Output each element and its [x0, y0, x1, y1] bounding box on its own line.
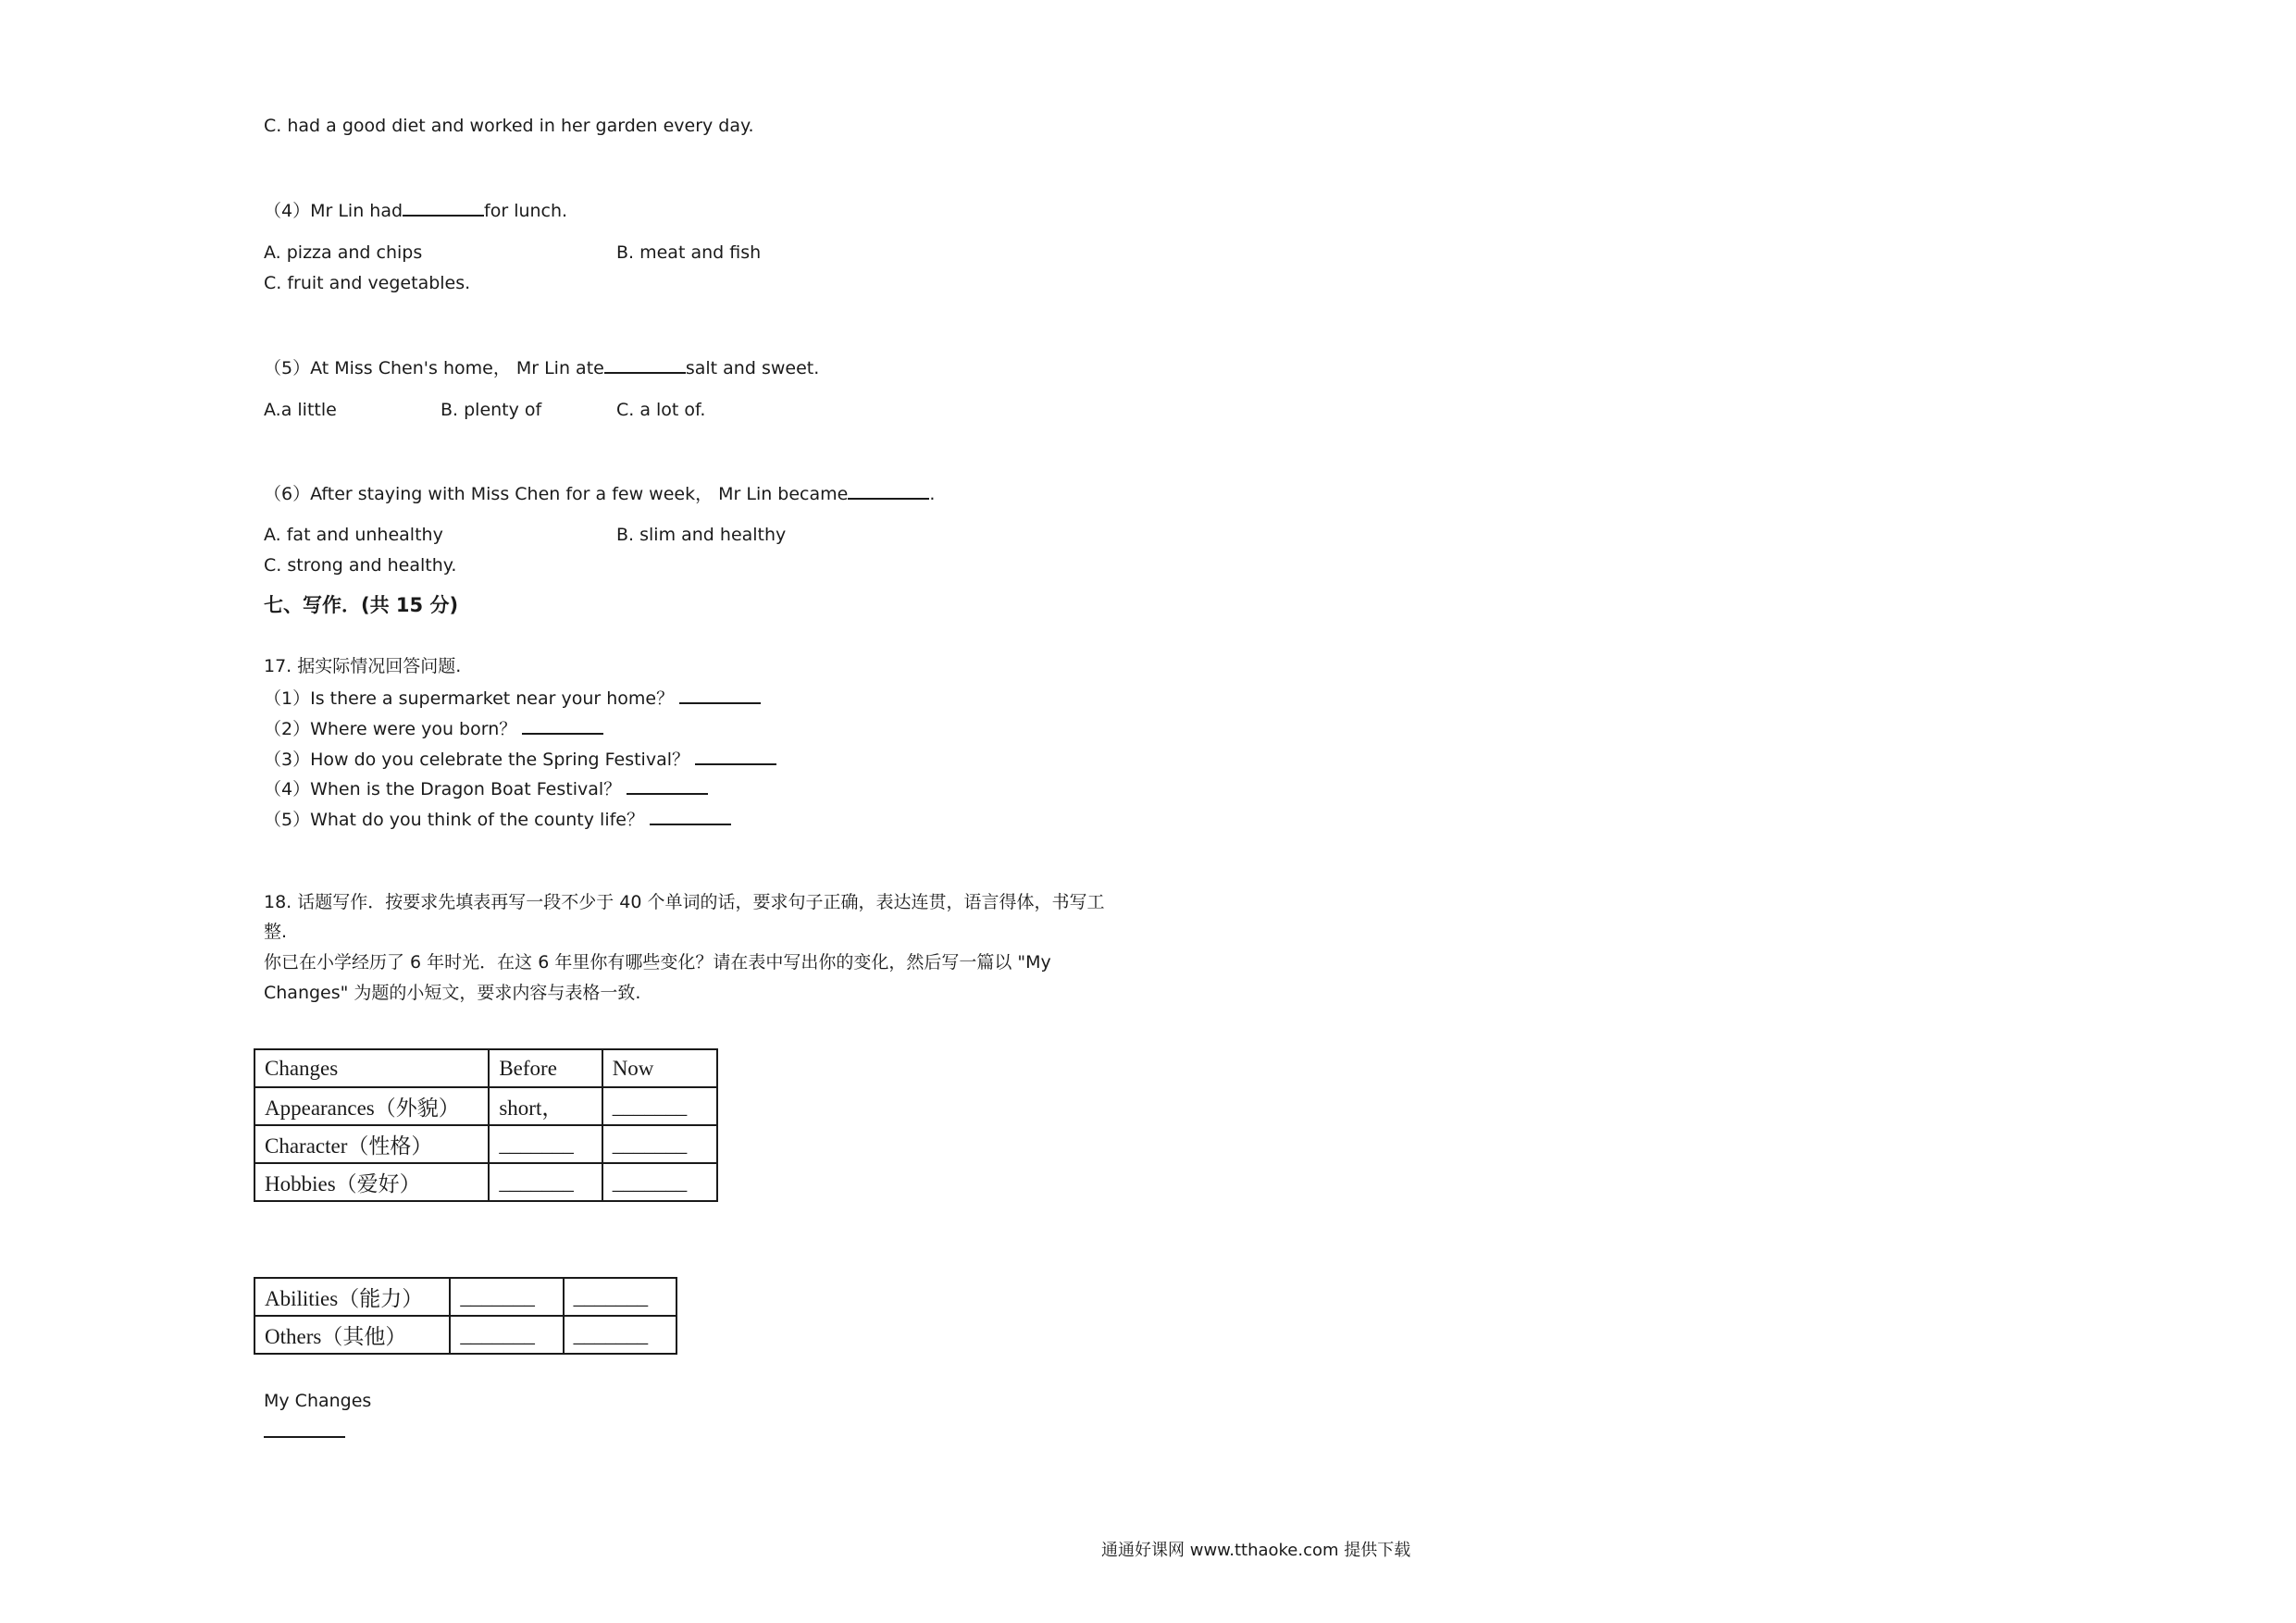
table-row	[254, 1278, 676, 1316]
q6-option-c: C. strong and healthy.	[264, 555, 457, 576]
row-label-appearances: Appearances（外貌）	[254, 1087, 489, 1125]
essay-answer-area[interactable]	[264, 1419, 345, 1443]
q17-item-1	[264, 686, 761, 710]
cell-abilities-now[interactable]: _______	[564, 1278, 676, 1316]
q17-item-1-text: （1）Is there a supermarket near your home？	[264, 688, 675, 709]
cell-others-before[interactable]: _______	[450, 1316, 563, 1354]
cell-appearances-before[interactable]: short，	[489, 1087, 602, 1125]
q17-item-1-blank[interactable]	[679, 686, 761, 704]
q4-answer-blank[interactable]	[403, 198, 484, 217]
cell-hobbies-before[interactable]: _______	[489, 1163, 602, 1201]
q17-item-2-blank[interactable]	[522, 716, 603, 735]
q18-instruction-line-4: Changes" 为题的小短文，要求内容与表格一致.	[264, 983, 641, 1003]
table-row	[254, 1163, 717, 1201]
table-row	[254, 1087, 717, 1125]
cell-hobbies-now[interactable]: _______	[602, 1163, 717, 1201]
q6-suffix: .	[929, 484, 936, 504]
q6-answer-blank[interactable]	[848, 481, 929, 500]
q17-item-4-blank[interactable]	[627, 776, 708, 795]
q6-option-b: B. slim and healthy	[616, 525, 787, 545]
q17-item-3-text: （3）How do you celebrate the Spring Festival？	[264, 750, 689, 770]
q17-item-5-blank[interactable]	[650, 807, 731, 825]
q6-option-a: A. fat and unhealthy	[264, 525, 443, 545]
row-label-abilities: Abilities（能力）	[254, 1278, 450, 1316]
q17-item-4-text: （4）When is the Dragon Boat Festival？	[264, 779, 622, 799]
table-header-row	[254, 1049, 717, 1087]
q17-item-4	[264, 776, 708, 800]
q4-prefix: （4）Mr Lin had	[264, 201, 403, 221]
q5-option-a: A.a little	[264, 400, 337, 420]
q17-item-3-blank[interactable]	[695, 747, 776, 765]
q4-suffix: for lunch.	[484, 201, 568, 221]
q3-option-c: C. had a good diet and worked in her garden every day.	[264, 116, 754, 136]
changes-table-continued	[254, 1277, 677, 1355]
q6-question	[264, 481, 935, 505]
q17-item-5	[264, 807, 731, 831]
essay-answer-blank[interactable]	[264, 1419, 345, 1438]
row-label-others: Others（其他）	[254, 1316, 450, 1354]
q18-instruction-line-3: 你已在小学经历了 6 年时光．在这 6 年里你有哪些变化？请在表中写出你的变化，然后写一篇以 "My	[264, 952, 1051, 973]
q6-prefix: （6）After staying with Miss Chen for a few week， Mr Lin became	[264, 484, 849, 504]
cell-appearances-now[interactable]: _______	[602, 1087, 717, 1125]
table-row	[254, 1316, 676, 1354]
row-label-character: Character（性格）	[254, 1125, 489, 1163]
footer-source: 通通好课网 www.tthaoke.com 提供下载	[1101, 1541, 1411, 1560]
q17-title: 17. 据实际情况回答问题.	[264, 656, 462, 676]
table-header-cell: Before	[489, 1049, 602, 1087]
q5-prefix: （5）At Miss Chen's home， Mr Lin ate	[264, 358, 604, 378]
q5-question	[264, 355, 819, 379]
cell-abilities-before[interactable]: _______	[450, 1278, 563, 1316]
q17-item-2-text: （2）Where were you born？	[264, 719, 517, 739]
row-label-hobbies: Hobbies（爱好）	[254, 1163, 489, 1201]
cell-character-before[interactable]: _______	[489, 1125, 602, 1163]
table-header-cell: Now	[602, 1049, 717, 1087]
q18-instruction-line-1: 18. 话题写作．按要求先填表再写一段不少于 40 个单词的话，要求句子正确，表达连贯，语言得体，书写工	[264, 892, 1105, 912]
q5-suffix: salt and sweet.	[685, 358, 820, 378]
essay-title: My Changes	[264, 1391, 372, 1411]
q4-question	[264, 198, 567, 222]
q4-option-c: C. fruit and vegetables.	[264, 273, 471, 293]
q5-option-c: C. a lot of.	[616, 400, 706, 420]
q17-item-2	[264, 716, 603, 740]
table-header-cell: Changes	[254, 1049, 489, 1087]
section-7-heading: 七、写作．(共 15 分)	[264, 594, 459, 616]
cell-others-now[interactable]: _______	[564, 1316, 676, 1354]
table-row	[254, 1125, 717, 1163]
q4-option-a: A. pizza and chips	[264, 242, 423, 263]
cell-character-now[interactable]: _______	[602, 1125, 717, 1163]
q18-instruction-line-2: 整.	[264, 922, 288, 942]
q17-item-3	[264, 747, 776, 771]
q5-option-b: B. plenty of	[441, 400, 542, 420]
q4-option-b: B. meat and fish	[616, 242, 762, 263]
changes-table	[254, 1048, 718, 1202]
q5-answer-blank[interactable]	[604, 355, 686, 374]
q17-item-5-text: （5）What do you think of the county life？	[264, 810, 644, 830]
